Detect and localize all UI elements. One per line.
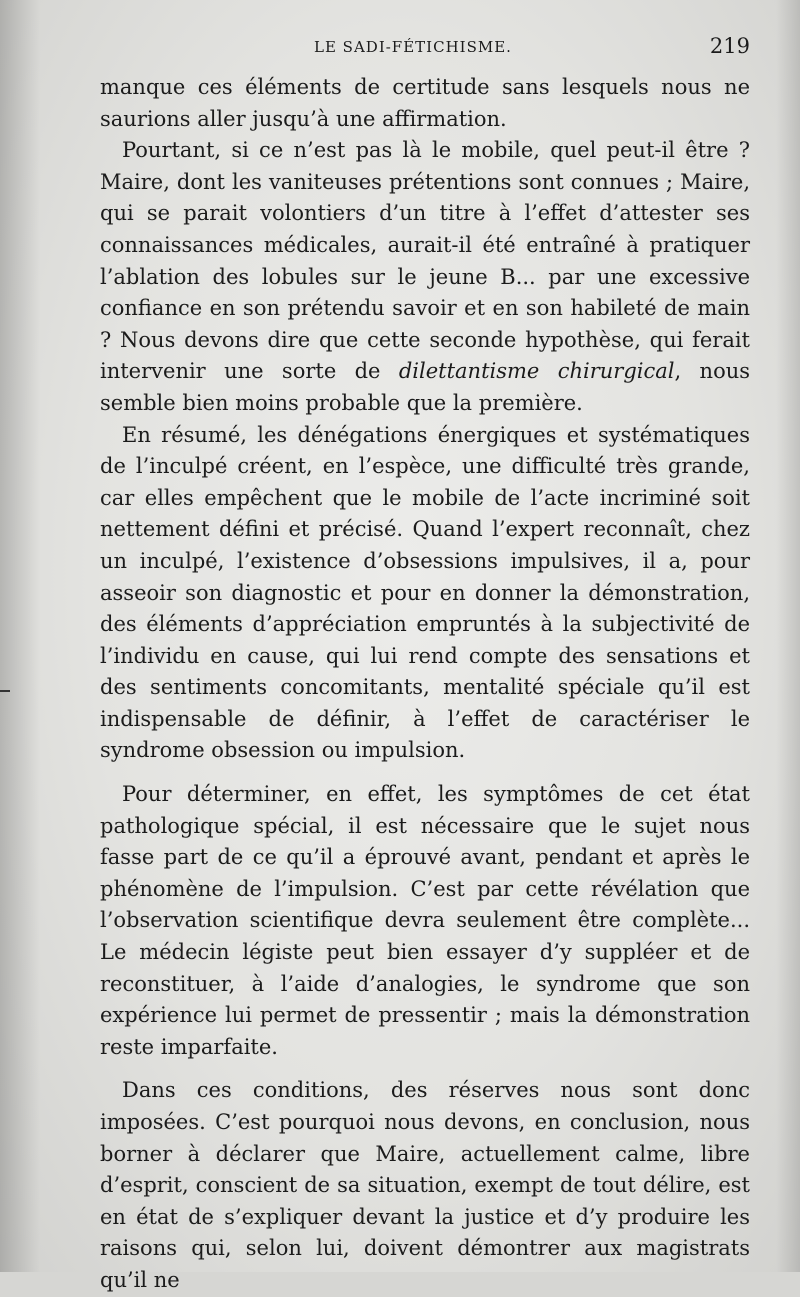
paragraph-5: Dans ces conditions, des réserves nous sont donc imposées. C’est pourquoi nous devons, en conclusion, nous borner à déclarer que Maire, actuellement calme, libre d’esprit, conscient de sa situation, exempt de tout délire, est en état de s’expliquer devant la justice et d’y produire les raisons qui, selon lui, doivent démontrer aux magistrats qu’il ne xyxy=(100,1078,750,1292)
paragraph-4: Pour déterminer, en effet, les symptômes de cet état pathologique spécial, il est nécessaire que le sujet nous fasse part de ce qu’il a éprouvé avant, pendant et après le phénomène de l’impulsion. C’est par cette révélation que l’observation scientifique devra seulement être complète... Le médecin légiste peut bien essayer d’y suppléer et de reconstituer, à l’aide d’analogies, le syndrome que son expérience lui permet de pressentir ; mais la démonstration reste imparfaite. xyxy=(100,782,750,1059)
body-text xyxy=(100,72,750,1297)
italic-phrase: dilettantisme chirurgical xyxy=(398,359,675,384)
paragraph-2-text-start: Pourtant, si ce n’est pas là le mobile, quel peut-il être ? Maire, dont les vaniteuses prétentions sont connues ; Maire, qui se parait volontiers d’un titre à l’effet d’attester ses connaissances médicales, aurait-il été entraîné à pratiquer l’ablation des lobules sur le jeune B... par une excessive confiance en son prétendu savoir et en son habileté de main ? Nous devons dire que cette seconde hypothèse, qui ferait intervenir une sorte de xyxy=(100,138,750,384)
paragraph-2-text-end: , nous semble bien moins probable que la première. xyxy=(100,359,751,415)
paragraph-1: manque ces éléments de certitude sans lesquels nous ne saurions aller jusqu’à une affirmation. xyxy=(100,75,750,131)
running-head xyxy=(100,34,750,64)
page-edge-shadow xyxy=(776,0,800,1272)
paragraph-3: En résumé, les dénégations énergiques et systématiques de l’inculpé créent, en l’espèce, une difficulté très grande, car elles empêchent que le mobile de l’acte incriminé soit nettement défini et précisé. Quand l’expert reconnaît, chez un inculpé, l’existence d’obsessions impulsives, il a, pour asseoir son diagnostic et pour en donner la démonstration, des éléments d’appréciation empruntés à la subjectivité de l’individu en cause, qui lui rend compte des sensations et des sentiments concomitants, mentalité spéciale qu’il est indispensable de définir, à l’effet de caractériser le syndrome obsession ou impulsion. xyxy=(100,422,750,763)
margin-tick-mark xyxy=(0,690,10,692)
binding-shadow xyxy=(0,0,40,1272)
page-number: 219 xyxy=(709,34,750,58)
paragraph-2 xyxy=(100,135,750,419)
running-title: LE SADI-FÉTICHISME. xyxy=(314,38,512,56)
